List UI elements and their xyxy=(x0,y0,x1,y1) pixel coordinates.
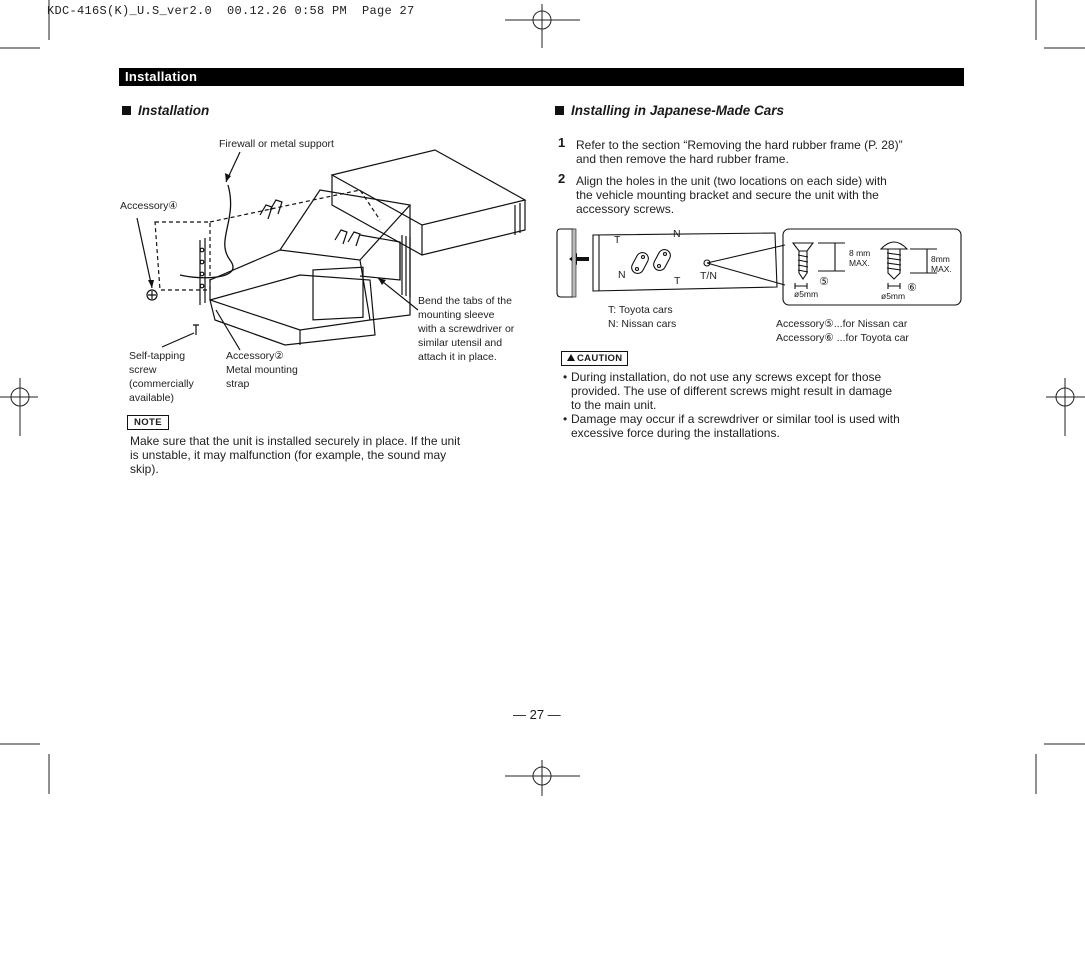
bend-tabs-label: Bend the tabs of the mounting sleeve with a screwdriver or similar utensil and attach it in place. xyxy=(418,295,515,363)
caution-item: • During installation, do not use any screws except for those provided. The use of different screws might result in damage to the main unit. xyxy=(563,370,893,412)
japanese-cars-heading-text: Installing in Japanese-Made Cars xyxy=(571,103,785,118)
screw5-diameter-label: ø5mm xyxy=(794,289,819,299)
note-text: Make sure that the unit is installed securely in place. If the unit is unstable, it may malfunction (for example, the sound may skip). xyxy=(130,434,461,476)
caution-badge: CAUTION xyxy=(561,351,628,366)
japanese-cars-heading xyxy=(555,103,784,118)
square-bullet-icon xyxy=(555,106,564,115)
screw6-number: ⑥ xyxy=(907,282,917,294)
installation-heading-text: Installation xyxy=(138,103,210,118)
self-tapping-screw-label: Self-tapping screw (commercially available) xyxy=(129,350,194,404)
accessory-legend: Accessory⑤...for Nissan car Accessory⑥ ...for Toyota car xyxy=(776,318,909,344)
screw5-length-label: 8 mm MAX. xyxy=(849,248,871,268)
section-title-bar: Installation xyxy=(119,68,964,86)
diagram-n-left: N xyxy=(618,269,626,281)
screw6-length-label: 8mm MAX. xyxy=(931,254,952,274)
diagram-tn: T/N xyxy=(700,270,717,282)
note-badge: NOTE xyxy=(127,415,169,430)
car-legend: T: Toyota cars N: Nissan cars xyxy=(608,304,677,330)
step-1-text: Refer to the section “Removing the hard rubber frame (P. 28)” and then remove the hard rubber frame. xyxy=(576,138,903,166)
square-bullet-icon xyxy=(122,106,131,115)
diagram-t-bottom: T xyxy=(674,275,681,287)
step-2-number: 2 xyxy=(558,171,566,186)
screw6-diameter-label: ø5mm xyxy=(881,291,906,301)
caution-list xyxy=(563,370,963,440)
print-header: KDC-416S(K)_U.S_ver2.0 00.12.26 0:58 PM Page 27 xyxy=(47,4,415,18)
firewall-label: Firewall or metal support xyxy=(219,138,334,150)
page-number: — 27 — xyxy=(513,707,561,722)
diagram-n-top: N xyxy=(673,228,681,240)
screw5-number: ⑤ xyxy=(819,276,829,288)
step-1-number: 1 xyxy=(558,135,566,150)
accessory2-label: Accessory② Metal mounting strap xyxy=(226,350,298,390)
warning-triangle-icon xyxy=(567,354,575,361)
installation-heading xyxy=(122,103,209,118)
accessory4-label: Accessory④ xyxy=(120,200,178,212)
step-2-text: Align the holes in the unit (two locations on each side) with the vehicle mounting bracket and secure the unit with the accessory screws. xyxy=(576,174,887,216)
caution-item: • Damage may occur if a screwdriver or similar tool is used with excessive force during the installations. xyxy=(563,412,900,440)
diagram-t-top: T xyxy=(614,234,621,246)
